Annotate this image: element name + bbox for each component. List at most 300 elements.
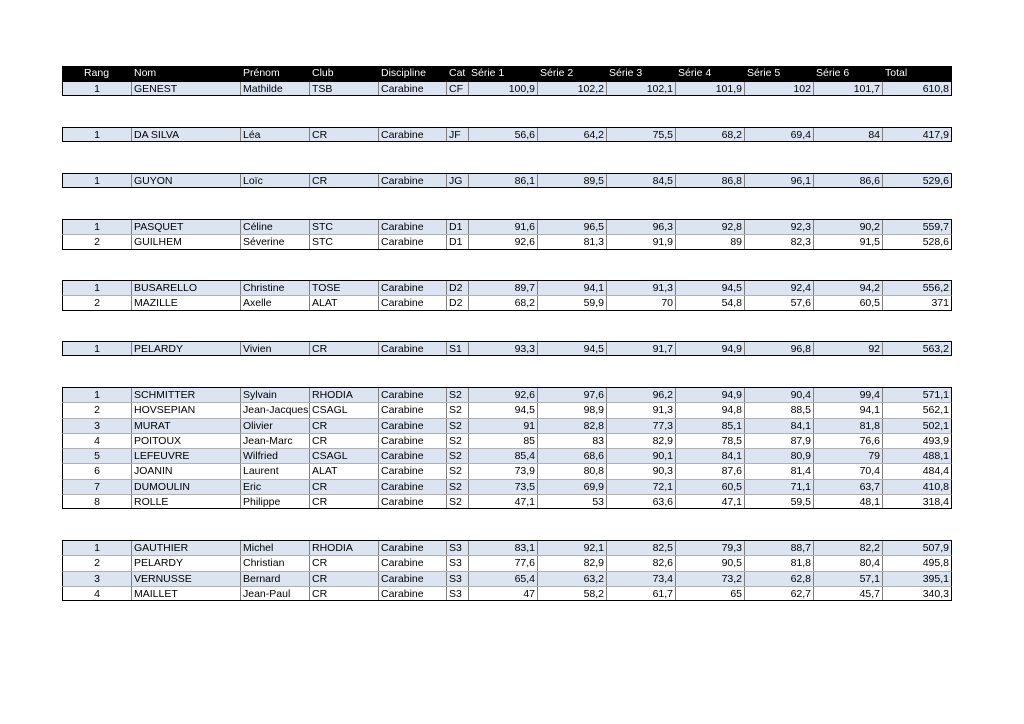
table-row: [62, 494, 952, 509]
cell-cat: S3: [447, 556, 469, 570]
cell-total: 371: [931, 297, 949, 310]
cell-serie-2: 81,3: [538, 235, 607, 248]
cell-nom: ROLLE: [132, 495, 241, 508]
cell-serie-2: 68,6: [538, 449, 607, 463]
cell-total: 410,8: [922, 480, 949, 493]
cell-serie-3: 77,3: [607, 419, 676, 433]
cell-nom: POITOUX: [132, 434, 241, 448]
table-row: [62, 219, 952, 234]
cell-club: CR: [310, 495, 379, 508]
cell-total: 484,4: [922, 465, 949, 478]
table-row: [62, 433, 952, 448]
cell-serie-6: 84: [814, 128, 883, 141]
cell-prenom: Céline: [241, 220, 310, 234]
cell-total: 559,7: [922, 221, 949, 233]
cell-serie-1: 77,6: [469, 556, 538, 570]
cell-club: CR: [310, 556, 379, 570]
cell-serie-3: 61,7: [607, 587, 676, 600]
cell-rang: 3: [63, 419, 132, 433]
cell-serie-5: 92,4: [745, 281, 814, 295]
cell-serie-3: 91,9: [607, 235, 676, 248]
cell-serie-5: 84,1: [745, 419, 814, 433]
cell-serie-3: 102,1: [607, 82, 676, 95]
cell-nom: MAZILLE: [132, 296, 241, 309]
cell-discipline: Carabine: [379, 419, 447, 433]
cell-cat: CF: [447, 82, 469, 95]
cell-total: 529,6: [922, 175, 949, 187]
table-row: [62, 555, 952, 570]
cell-discipline: Carabine: [379, 541, 447, 555]
cell-serie-4: 89: [676, 235, 745, 248]
cell-serie-5: 96,1: [745, 174, 814, 187]
cell-discipline: Carabine: [379, 587, 447, 600]
cell-prenom: Sylvain: [241, 388, 310, 402]
cell-cat: JF: [447, 128, 469, 141]
cell-club: CSAGL: [310, 449, 379, 463]
cell-rang: 3: [63, 572, 132, 586]
cell-serie-2: 97,6: [538, 388, 607, 402]
cell-total: 502,1: [922, 419, 949, 432]
cell-club: CR: [310, 342, 379, 355]
cell-rang: 1: [63, 281, 132, 295]
cell-prenom: Jean-Marc: [241, 434, 310, 448]
cell-nom: PASQUET: [132, 220, 241, 234]
cell-nom: LEFEUVRE: [132, 449, 241, 463]
cell-serie-6: 86,6: [814, 174, 883, 187]
cell-serie-6: 45,7: [814, 587, 883, 600]
header-club: Club: [312, 67, 334, 79]
cell-serie-2: 53: [538, 495, 607, 508]
cell-prenom: Loïc: [241, 174, 310, 187]
results-group: [62, 280, 952, 311]
cell-discipline: Carabine: [379, 281, 447, 295]
header-row: [62, 66, 952, 81]
results-group: [62, 387, 952, 509]
cell-nom: GAUTHIER: [132, 541, 241, 555]
cell-total: 495,8: [922, 557, 949, 570]
cell-serie-1: 85,4: [469, 449, 538, 463]
cell-rang: 2: [63, 296, 132, 309]
cell-serie-1: 94,5: [469, 403, 538, 417]
cell-serie-3: 91,3: [607, 403, 676, 417]
header-serie-1: Série 1: [471, 67, 505, 79]
cell-total: 488,1: [922, 450, 949, 463]
cell-serie-4: 54,8: [676, 296, 745, 309]
cell-serie-2: 94,5: [538, 342, 607, 355]
cell-rang: 7: [63, 480, 132, 494]
cell-total: 563,2: [922, 343, 949, 355]
table-row: [62, 234, 952, 249]
cell-nom: VERNUSSE: [132, 572, 241, 586]
table-row: [62, 173, 952, 188]
cell-cat: S2: [447, 388, 469, 402]
cell-serie-4: 92,8: [676, 220, 745, 234]
table-row: [62, 586, 952, 601]
cell-cat: S2: [447, 434, 469, 448]
cell-club: RHODIA: [310, 388, 379, 402]
cell-nom: BUSARELLO: [132, 281, 241, 295]
cell-serie-6: 76,6: [814, 434, 883, 448]
cell-serie-4: 47,1: [676, 495, 745, 508]
table-row: [62, 448, 952, 463]
cell-total: 395,1: [922, 572, 949, 585]
cell-serie-4: 78,5: [676, 434, 745, 448]
cell-prenom: Axelle: [241, 296, 310, 309]
table-row: [62, 402, 952, 417]
cell-serie-4: 101,9: [676, 82, 745, 95]
cell-nom: DA SILVA: [132, 128, 241, 141]
cell-cat: S2: [447, 480, 469, 494]
cell-serie-3: 96,2: [607, 388, 676, 402]
cell-nom: GUILHEM: [132, 235, 241, 248]
cell-serie-3: 82,6: [607, 556, 676, 570]
cell-rang: 1: [63, 82, 132, 95]
cell-prenom: Olivier: [241, 419, 310, 433]
header-serie-2: Série 2: [540, 67, 574, 79]
table-row: [62, 341, 952, 356]
cell-total: 507,9: [922, 542, 949, 554]
cell-cat: S2: [447, 464, 469, 478]
cell-serie-3: 73,4: [607, 572, 676, 586]
cell-discipline: Carabine: [379, 449, 447, 463]
cell-serie-4: 73,2: [676, 572, 745, 586]
cell-serie-5: 96,8: [745, 342, 814, 355]
cell-serie-6: 94,2: [814, 281, 883, 295]
cell-rang: 4: [63, 434, 132, 448]
results-header: [62, 66, 952, 81]
cell-serie-6: 92: [814, 342, 883, 355]
cell-serie-2: 94,1: [538, 281, 607, 295]
cell-serie-2: 83: [538, 434, 607, 448]
cell-serie-5: 87,9: [745, 434, 814, 448]
table-row: [62, 295, 952, 310]
cell-club: RHODIA: [310, 541, 379, 555]
cell-rang: 1: [63, 388, 132, 402]
cell-serie-2: 82,9: [538, 556, 607, 570]
header-prenom: Prénom: [243, 67, 280, 79]
cell-discipline: Carabine: [379, 572, 447, 586]
cell-serie-2: 64,2: [538, 128, 607, 141]
cell-nom: JOANIN: [132, 464, 241, 478]
cell-club: CR: [310, 480, 379, 494]
cell-serie-2: 96,5: [538, 220, 607, 234]
table-row: [62, 571, 952, 586]
table-row: [62, 418, 952, 433]
cell-club: CR: [310, 572, 379, 586]
cell-serie-4: 94,9: [676, 342, 745, 355]
cell-club: CR: [310, 587, 379, 600]
results-group: [62, 540, 952, 601]
cell-serie-3: 63,6: [607, 495, 676, 508]
table-row: [62, 127, 952, 142]
cell-serie-5: 62,7: [745, 587, 814, 600]
cell-serie-1: 65,4: [469, 572, 538, 586]
cell-club: CR: [310, 128, 379, 141]
cell-rang: 8: [63, 495, 132, 508]
cell-nom: PELARDY: [132, 556, 241, 570]
cell-prenom: Michel: [241, 541, 310, 555]
cell-cat: S3: [447, 572, 469, 586]
table-row: [62, 280, 952, 295]
cell-serie-6: 90,2: [814, 220, 883, 234]
cell-serie-1: 91,6: [469, 220, 538, 234]
cell-serie-4: 87,6: [676, 464, 745, 478]
cell-serie-3: 90,1: [607, 449, 676, 463]
cell-serie-1: 47: [469, 587, 538, 600]
cell-serie-5: 88,7: [745, 541, 814, 555]
cell-prenom: Bernard: [241, 572, 310, 586]
cell-prenom: Christine: [241, 281, 310, 295]
cell-serie-2: 89,5: [538, 174, 607, 187]
cell-serie-6: 94,1: [814, 403, 883, 417]
cell-serie-6: 80,4: [814, 556, 883, 570]
cell-rang: 2: [63, 403, 132, 417]
cell-cat: S2: [447, 449, 469, 463]
cell-prenom: Mathilde: [241, 82, 310, 95]
cell-nom: GENEST: [132, 82, 241, 95]
cell-prenom: Séverine: [241, 235, 310, 248]
cell-prenom: Jean-Paul: [241, 587, 310, 600]
cell-club: CR: [310, 419, 379, 433]
cell-serie-2: 69,9: [538, 480, 607, 494]
cell-serie-3: 75,5: [607, 128, 676, 141]
cell-nom: MAILLET: [132, 587, 241, 600]
cell-serie-4: 68,2: [676, 128, 745, 141]
cell-serie-1: 56,6: [469, 128, 538, 141]
cell-serie-2: 80,8: [538, 464, 607, 478]
cell-discipline: Carabine: [379, 296, 447, 309]
cell-serie-5: 62,8: [745, 572, 814, 586]
cell-serie-1: 83,1: [469, 541, 538, 555]
cell-club: STC: [310, 220, 379, 234]
cell-serie-5: 57,6: [745, 296, 814, 309]
cell-club: CR: [310, 434, 379, 448]
cell-nom: SCHMITTER: [132, 388, 241, 402]
cell-cat: S3: [447, 587, 469, 600]
results-group: [62, 127, 952, 142]
header-rang: Rang: [83, 67, 110, 79]
cell-serie-2: 59,9: [538, 296, 607, 309]
cell-cat: S1: [447, 342, 469, 355]
table-row: [62, 479, 952, 494]
cell-rang: 1: [63, 128, 132, 141]
cell-serie-5: 102: [745, 82, 814, 95]
cell-discipline: Carabine: [379, 82, 447, 95]
cell-rang: 1: [63, 541, 132, 555]
cell-serie-2: 58,2: [538, 587, 607, 600]
cell-serie-4: 79,3: [676, 541, 745, 555]
cell-rang: 1: [63, 220, 132, 234]
cell-nom: HOVSEPIAN: [132, 403, 241, 417]
cell-cat: D2: [447, 281, 469, 295]
header-nom: Nom: [134, 67, 157, 79]
cell-total: 528,6: [922, 236, 949, 249]
cell-prenom: Philippe: [241, 495, 310, 508]
cell-serie-6: 60,5: [814, 296, 883, 309]
cell-serie-3: 82,5: [607, 541, 676, 555]
cell-discipline: Carabine: [379, 495, 447, 508]
header-discipline: Discipline: [381, 67, 426, 79]
cell-nom: MURAT: [132, 419, 241, 433]
cell-cat: JG: [447, 174, 469, 187]
cell-serie-1: 92,6: [469, 388, 538, 402]
cell-serie-1: 73,5: [469, 480, 538, 494]
cell-discipline: Carabine: [379, 434, 447, 448]
cell-total: 556,2: [922, 282, 949, 294]
header-serie-3: Série 3: [609, 67, 643, 79]
cell-nom: GUYON: [132, 174, 241, 187]
cell-cat: D1: [447, 235, 469, 248]
cell-serie-6: 79: [814, 449, 883, 463]
header-serie-6: Série 6: [816, 67, 850, 79]
cell-serie-6: 63,7: [814, 480, 883, 494]
cell-rang: 6: [63, 464, 132, 478]
cell-serie-3: 90,3: [607, 464, 676, 478]
table-row: [62, 540, 952, 555]
cell-serie-6: 57,1: [814, 572, 883, 586]
cell-total: 417,9: [922, 129, 949, 141]
results-group: [62, 81, 952, 96]
cell-club: ALAT: [310, 296, 379, 309]
cell-prenom: Vivien: [241, 342, 310, 355]
cell-serie-5: 81,4: [745, 464, 814, 478]
cell-rang: 2: [63, 235, 132, 248]
cell-total: 610,8: [922, 83, 949, 95]
cell-serie-6: 48,1: [814, 495, 883, 508]
cell-discipline: Carabine: [379, 220, 447, 234]
cell-serie-1: 93,3: [469, 342, 538, 355]
header-cat: Cat: [449, 67, 466, 79]
cell-serie-4: 94,9: [676, 388, 745, 402]
cell-club: ALAT: [310, 464, 379, 478]
results-group: [62, 173, 952, 188]
cell-discipline: Carabine: [379, 388, 447, 402]
cell-serie-4: 86,8: [676, 174, 745, 187]
cell-discipline: Carabine: [379, 342, 447, 355]
cell-serie-4: 85,1: [676, 419, 745, 433]
cell-serie-1: 86,1: [469, 174, 538, 187]
cell-serie-1: 47,1: [469, 495, 538, 508]
cell-serie-6: 101,7: [814, 82, 883, 95]
cell-nom: PELARDY: [132, 342, 241, 355]
cell-serie-2: 98,9: [538, 403, 607, 417]
cell-discipline: Carabine: [379, 556, 447, 570]
cell-prenom: Léa: [241, 128, 310, 141]
cell-total: 493,9: [922, 434, 949, 447]
cell-rang: 4: [63, 587, 132, 600]
cell-serie-3: 82,9: [607, 434, 676, 448]
cell-discipline: Carabine: [379, 403, 447, 417]
cell-serie-2: 92,1: [538, 541, 607, 555]
cell-total: 318,4: [922, 496, 949, 509]
cell-serie-4: 90,5: [676, 556, 745, 570]
cell-prenom: Christian: [241, 556, 310, 570]
cell-serie-4: 60,5: [676, 480, 745, 494]
cell-serie-2: 102,2: [538, 82, 607, 95]
cell-serie-6: 99,4: [814, 388, 883, 402]
cell-serie-1: 89,7: [469, 281, 538, 295]
cell-serie-1: 91: [469, 419, 538, 433]
cell-serie-3: 70: [607, 296, 676, 309]
cell-serie-5: 82,3: [745, 235, 814, 248]
cell-discipline: Carabine: [379, 480, 447, 494]
cell-discipline: Carabine: [379, 235, 447, 248]
cell-serie-3: 84,5: [607, 174, 676, 187]
cell-serie-1: 92,6: [469, 235, 538, 248]
results-group: [62, 219, 952, 250]
cell-prenom: Jean-Jacques: [243, 404, 309, 417]
cell-club: STC: [310, 235, 379, 248]
cell-serie-5: 71,1: [745, 480, 814, 494]
cell-cat: D2: [447, 296, 469, 309]
cell-serie-1: 73,9: [469, 464, 538, 478]
header-serie-5: Série 5: [747, 67, 781, 79]
cell-total: 571,1: [922, 389, 949, 401]
cell-serie-6: 91,5: [814, 235, 883, 248]
cell-serie-2: 63,2: [538, 572, 607, 586]
cell-serie-6: 82,2: [814, 541, 883, 555]
cell-serie-5: 90,4: [745, 388, 814, 402]
cell-serie-3: 91,7: [607, 342, 676, 355]
cell-rang: 5: [63, 449, 132, 463]
cell-cat: S2: [447, 403, 469, 417]
cell-prenom: Eric: [241, 480, 310, 494]
cell-serie-4: 94,5: [676, 281, 745, 295]
table-row: [62, 387, 952, 402]
cell-serie-3: 96,3: [607, 220, 676, 234]
cell-cat: S2: [447, 495, 469, 508]
cell-rang: 1: [63, 174, 132, 187]
cell-serie-4: 84,1: [676, 449, 745, 463]
cell-serie-1: 100,9: [469, 82, 538, 95]
cell-serie-1: 68,2: [469, 296, 538, 309]
cell-serie-3: 72,1: [607, 480, 676, 494]
cell-serie-5: 59,5: [745, 495, 814, 508]
table-row: [62, 463, 952, 478]
cell-rang: 1: [63, 342, 132, 355]
cell-serie-5: 69,4: [745, 128, 814, 141]
cell-serie-6: 81,8: [814, 419, 883, 433]
cell-discipline: Carabine: [379, 464, 447, 478]
cell-prenom: Laurent: [241, 464, 310, 478]
cell-total: 340,3: [922, 587, 949, 600]
cell-club: TOSE: [310, 281, 379, 295]
cell-serie-4: 94,8: [676, 403, 745, 417]
cell-cat: D1: [447, 220, 469, 234]
cell-serie-5: 88,5: [745, 403, 814, 417]
cell-serie-5: 92,3: [745, 220, 814, 234]
header-serie-4: Série 4: [678, 67, 712, 79]
cell-rang: 2: [63, 556, 132, 570]
cell-serie-3: 91,3: [607, 281, 676, 295]
results-group: [62, 341, 952, 356]
cell-club: CR: [310, 174, 379, 187]
cell-club: TSB: [310, 82, 379, 95]
cell-nom: DUMOULIN: [132, 480, 241, 494]
header-total: Total: [885, 67, 908, 79]
cell-serie-5: 80,9: [745, 449, 814, 463]
cell-serie-1: 85: [469, 434, 538, 448]
cell-club: CSAGL: [310, 403, 379, 417]
cell-serie-4: 65: [676, 587, 745, 600]
cell-serie-2: 82,8: [538, 419, 607, 433]
cell-cat: S2: [447, 419, 469, 433]
cell-serie-5: 81,8: [745, 556, 814, 570]
cell-discipline: Carabine: [379, 128, 447, 141]
cell-prenom: Wilfried: [241, 449, 310, 463]
cell-discipline: Carabine: [379, 174, 447, 187]
table-row: [62, 81, 952, 96]
